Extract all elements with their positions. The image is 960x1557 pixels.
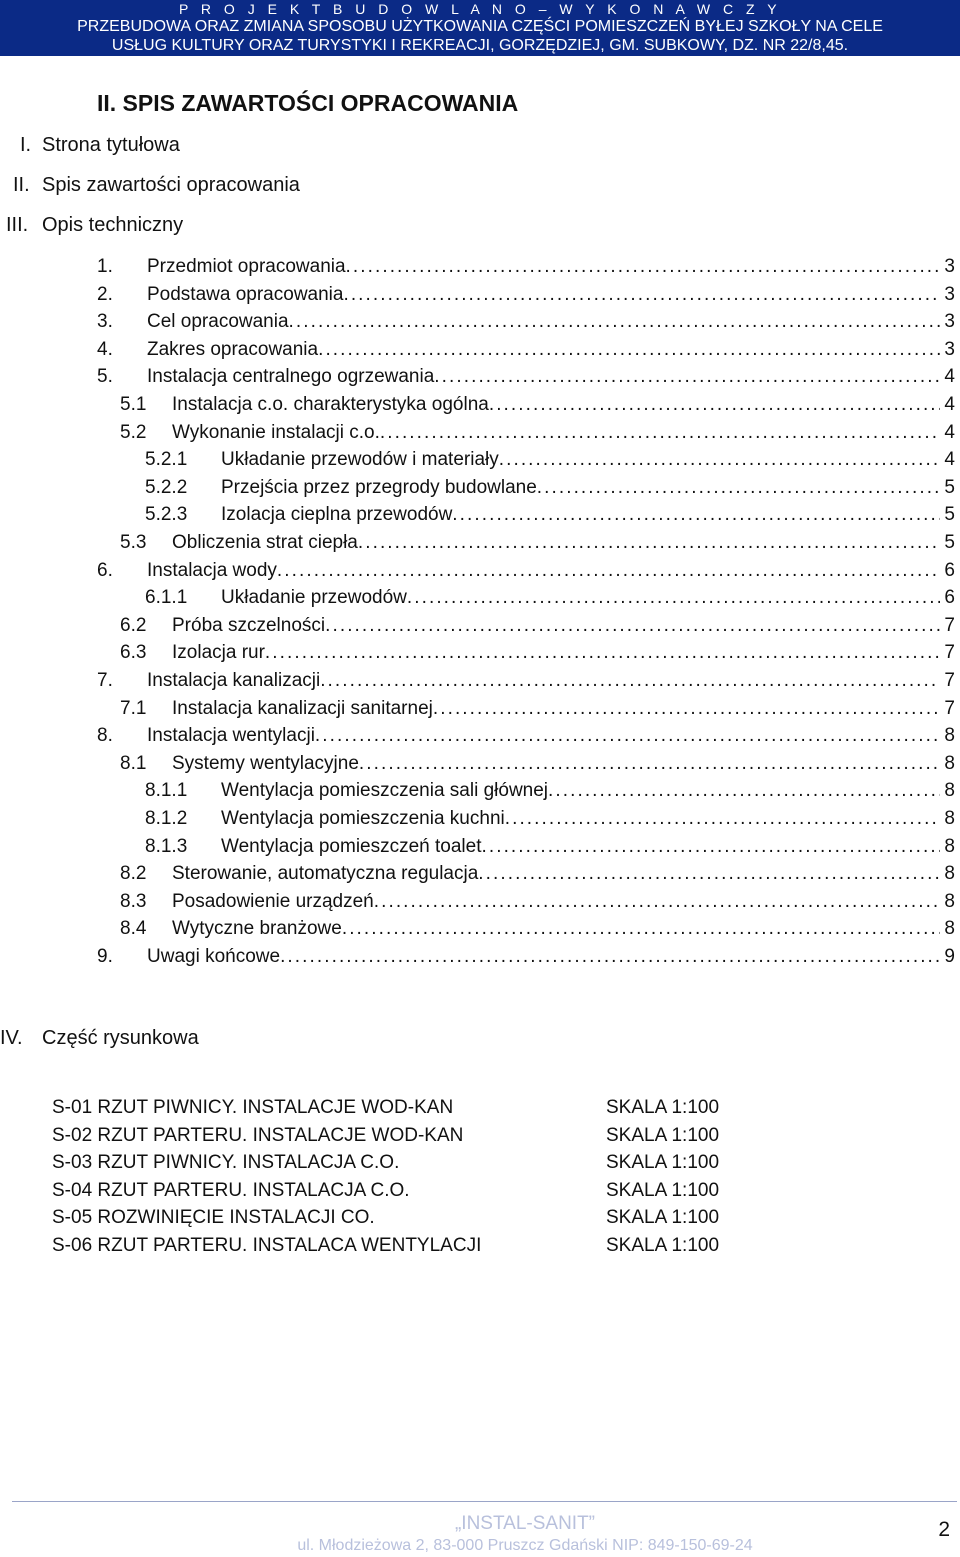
toc-entry-page: 8: [944, 890, 955, 912]
toc-dot-leader: [325, 612, 940, 639]
toc-entry-label: Instalacja kanalizacji sanitarnej: [172, 697, 433, 719]
toc-entry-page: 4: [944, 394, 955, 415]
toc-entry[interactable]: [97, 363, 955, 390]
toc-dot-leader: [478, 860, 940, 887]
toc-entry-number: 5.2: [120, 421, 147, 443]
toc-entry-label: Cel opracowania: [147, 311, 289, 333]
header-project-location: USŁUG KULTURY ORAZ TURYSTYKI I REKREACJI, GORZĘDZIEJ, GM. SUBKOWY, DZ. NR 22/8,45.: [111, 37, 849, 54]
section-number: III.: [6, 214, 29, 236]
toc-entry-label: Przedmiot opracowania: [147, 256, 346, 277]
toc-dot-leader: [359, 750, 941, 777]
toc-entry[interactable]: [120, 915, 955, 942]
toc-entry[interactable]: [97, 943, 955, 970]
toc-entry-number: 8.1.3: [145, 835, 188, 857]
toc-entry-page: 8: [944, 918, 955, 940]
toc-dot-leader: [277, 557, 941, 584]
toc-entry-page: 7: [944, 670, 955, 691]
toc-entry-number: 4.: [97, 338, 113, 360]
toc-entry-number: 6.1.1: [145, 587, 188, 609]
toc-entry-page: 7: [944, 614, 955, 636]
toc-entry-number: 2.: [97, 283, 113, 305]
page-number: 2: [938, 1518, 950, 1541]
toc-entry-page: 4: [944, 421, 955, 443]
toc-dot-leader: [315, 722, 941, 749]
toc-dot-leader: [289, 308, 941, 335]
toc-entry-number: 8.1.2: [145, 808, 188, 829]
toc-dot-leader: [346, 253, 941, 280]
toc-entry-label: Wentylacja pomieszczenia sali głównej: [221, 780, 549, 802]
drawing-name: S-04 RZUT PARTERU. INSTALACJA C.O.: [52, 1179, 410, 1201]
toc-entry-number: 9.: [97, 946, 113, 967]
toc-entry-label: Próba szczelności: [172, 614, 326, 636]
toc-entry-label: Układanie przewodów: [221, 587, 407, 609]
toc-entry[interactable]: [145, 777, 955, 804]
toc-entry-label: Obliczenia strat ciepła: [172, 532, 358, 553]
section-label: Opis techniczny: [42, 214, 184, 236]
section-item: [0, 134, 400, 160]
toc-dot-leader: [280, 943, 940, 970]
toc-entry-number: 7.: [97, 670, 113, 691]
toc-entry-page: 4: [944, 366, 955, 388]
section-number: IV.: [0, 1027, 23, 1049]
toc-entry-page: 3: [944, 256, 955, 277]
toc-entry[interactable]: [97, 281, 955, 308]
drawing-scale: SKALA 1:100: [606, 1097, 720, 1118]
toc-dot-leader: [374, 888, 941, 915]
toc-entry-page: 8: [944, 863, 955, 885]
toc-dot-leader: [407, 584, 941, 611]
document-title: II. SPIS ZAWARTOŚCI OPRACOWANIA: [97, 90, 519, 116]
toc-entry[interactable]: [120, 639, 955, 666]
toc-entry[interactable]: [120, 860, 955, 887]
toc-entry-number: 7.1: [120, 697, 147, 719]
toc-entry[interactable]: [120, 612, 955, 639]
drawing-name: S-06 RZUT PARTERU. INSTALACA WENTYLACJI: [52, 1235, 482, 1256]
section-item: [0, 1027, 400, 1053]
drawing-name: S-02 RZUT PARTERU. INSTALACJE WOD-KAN: [52, 1124, 464, 1146]
toc-entry[interactable]: [120, 750, 955, 777]
document-header: [0, 0, 960, 56]
toc-dot-leader: [265, 639, 941, 666]
toc-entry-number: 6.3: [120, 642, 147, 664]
toc-entry-page: 4: [944, 449, 955, 471]
toc-entry[interactable]: [120, 529, 955, 556]
toc-entry-label: Instalacja c.o. charakterystyka ogólna: [172, 394, 489, 415]
toc-dot-leader: [320, 667, 940, 694]
drawing-name: S-03 RZUT PIWNICY. INSTALACJA C.O.: [52, 1152, 400, 1174]
toc-entry-label: Sterowanie, automatyczna regulacja: [172, 863, 479, 885]
drawing-item: [52, 1177, 752, 1204]
footer-company-name: „INSTAL-SANIT”: [454, 1513, 596, 1534]
toc-entry-label: Układanie przewodów i materiały: [221, 449, 499, 471]
toc-entry[interactable]: [97, 667, 955, 694]
toc-entry[interactable]: [120, 888, 955, 915]
toc-entry-number: 6.2: [120, 614, 147, 636]
drawing-scale: SKALA 1:100: [606, 1152, 720, 1174]
toc-entry[interactable]: [145, 805, 955, 832]
drawing-scale: SKALA 1:100: [606, 1207, 720, 1229]
toc-dot-leader: [318, 336, 940, 363]
toc-entry-label: Instalacja wody: [147, 559, 277, 581]
toc-dot-leader: [434, 363, 940, 390]
toc-entry-page: 5: [944, 532, 955, 553]
toc-entry-label: Uwagi końcowe: [147, 946, 281, 967]
footer-address: ul. Młodzieżowa 2, 83-000 Pruszcz Gdański NIP: 849-150-69-24: [297, 1537, 753, 1554]
toc-entry-page: 3: [944, 283, 955, 305]
toc-entry-number: 8.3: [120, 890, 147, 912]
toc-entry-page: 8: [944, 808, 955, 829]
toc-entry-number: 5.: [97, 366, 113, 388]
toc-entry-page: 9: [944, 946, 955, 967]
toc-entry-number: 5.2.2: [145, 476, 188, 498]
drawing-item: [52, 1122, 752, 1149]
toc-entry[interactable]: [120, 419, 955, 446]
toc-dot-leader: [452, 501, 940, 528]
toc-entry-label: Zakres opracowania: [147, 338, 319, 360]
toc-entry-label: Wentylacja pomieszczeń toalet: [221, 835, 482, 857]
toc-entry-page: 6: [944, 559, 955, 581]
section-number: II.: [13, 174, 30, 196]
toc-entry-page: 8: [944, 780, 955, 802]
toc-entry-number: 8.2: [120, 863, 147, 885]
toc-entry-number: 8.1.1: [145, 780, 188, 802]
toc-entry-label: Wentylacja pomieszczenia kuchni: [221, 808, 505, 829]
toc-entry[interactable]: [145, 446, 955, 473]
section-item: [0, 174, 400, 200]
drawing-scale: SKALA 1:100: [606, 1235, 720, 1256]
drawing-item: [52, 1149, 752, 1176]
section-number: I.: [20, 134, 32, 156]
toc-entry-number: 8.1: [120, 752, 147, 774]
toc-entry[interactable]: [120, 391, 955, 418]
toc-entry-page: 6: [944, 587, 955, 609]
header-project-type: P R O J E K T B U D O W L A N O – W Y K O N A W C Z Y: [178, 1, 782, 17]
toc-entry-label: Systemy wentylacyjne: [172, 752, 359, 774]
toc-entry-label: Posadowienie urządzeń: [172, 890, 374, 912]
toc-entry[interactable]: [97, 308, 955, 335]
drawing-item: [52, 1204, 752, 1231]
toc-entry[interactable]: [120, 695, 955, 722]
toc-entry-label: Instalacja wentylacji: [147, 725, 315, 747]
toc-entry-label: Izolacja rur: [172, 642, 265, 664]
toc-entry-page: 7: [944, 697, 955, 719]
toc-entry-page: 7: [944, 642, 955, 664]
toc-entry-number: 8.: [97, 725, 113, 747]
header-project-title: PRZEBUDOWA ORAZ ZMIANA SPOSOBU UŻYTKOWANIA CZĘŚCI POMIESZCZEŃ BYŁEJ SZKOŁY NA CELE: [77, 18, 883, 35]
toc-entry-label: Instalacja centralnego ogrzewania: [147, 366, 435, 388]
toc-entry[interactable]: [145, 584, 955, 611]
toc-entry[interactable]: [97, 253, 955, 280]
toc-dot-leader: [489, 391, 941, 418]
toc-dot-leader: [433, 695, 941, 722]
toc-entry-page: 8: [944, 725, 955, 747]
toc-entry[interactable]: [97, 557, 955, 584]
toc-dot-leader: [505, 805, 941, 832]
toc-entry-page: 8: [944, 752, 955, 774]
toc-entry-label: Podstawa opracowania: [147, 283, 344, 305]
drawing-name: S-01 RZUT PIWNICY. INSTALACJE WOD-KAN: [52, 1097, 454, 1118]
drawing-name: S-05 ROZWINIĘCIE INSTALACJI CO.: [52, 1207, 375, 1229]
drawing-scale: SKALA 1:100: [606, 1124, 720, 1146]
toc-entry-label: Wykonanie instalacji c.o.: [172, 421, 380, 443]
toc-entry-page: 5: [944, 476, 955, 498]
drawing-item: [52, 1094, 752, 1121]
section-label: Spis zawartości opracowania: [42, 174, 300, 196]
toc-entry[interactable]: [145, 501, 955, 528]
section-item: [0, 214, 400, 240]
toc-entry-number: 1.: [97, 256, 113, 277]
toc-entry-label: Instalacja kanalizacji: [147, 670, 321, 691]
toc-entry-page: 5: [944, 504, 955, 526]
toc-entry-label: Przejścia przez przegrody budowlane: [221, 476, 537, 498]
toc-dot-leader: [380, 419, 941, 446]
toc-entry-label: Izolacja cieplna przewodów: [221, 504, 453, 526]
toc-entry[interactable]: [97, 722, 955, 749]
section-label: Strona tytułowa: [42, 134, 180, 156]
toc-dot-leader: [342, 915, 941, 942]
toc-entry-label: Wytyczne branżowe: [172, 918, 342, 940]
toc-entry-number: 5.2.1: [145, 449, 188, 471]
toc-dot-leader: [343, 281, 940, 308]
toc-entry-number: 5.2.3: [145, 504, 188, 526]
toc-entry-number: 6.: [97, 559, 113, 581]
toc-entry-page: 3: [944, 311, 955, 333]
toc-entry[interactable]: [145, 833, 955, 860]
toc-dot-leader: [548, 777, 940, 804]
toc-entry-number: 5.3: [120, 532, 147, 553]
section-label: Część rysunkowa: [42, 1027, 199, 1049]
toc-dot-leader: [537, 474, 941, 501]
toc-entry-number: 8.4: [120, 918, 147, 940]
drawing-item: [52, 1232, 752, 1259]
toc-entry-page: 3: [944, 338, 955, 360]
footer-divider: [12, 1501, 957, 1502]
toc-entry-number: 5.1: [120, 394, 147, 415]
toc-dot-leader: [499, 446, 941, 473]
toc-entry[interactable]: [145, 474, 955, 501]
drawing-scale: SKALA 1:100: [606, 1179, 720, 1201]
toc-entry[interactable]: [97, 336, 955, 363]
toc-entry-number: 3.: [97, 311, 113, 333]
toc-dot-leader: [358, 529, 941, 556]
toc-entry-page: 8: [944, 835, 955, 857]
toc-dot-leader: [482, 833, 941, 860]
